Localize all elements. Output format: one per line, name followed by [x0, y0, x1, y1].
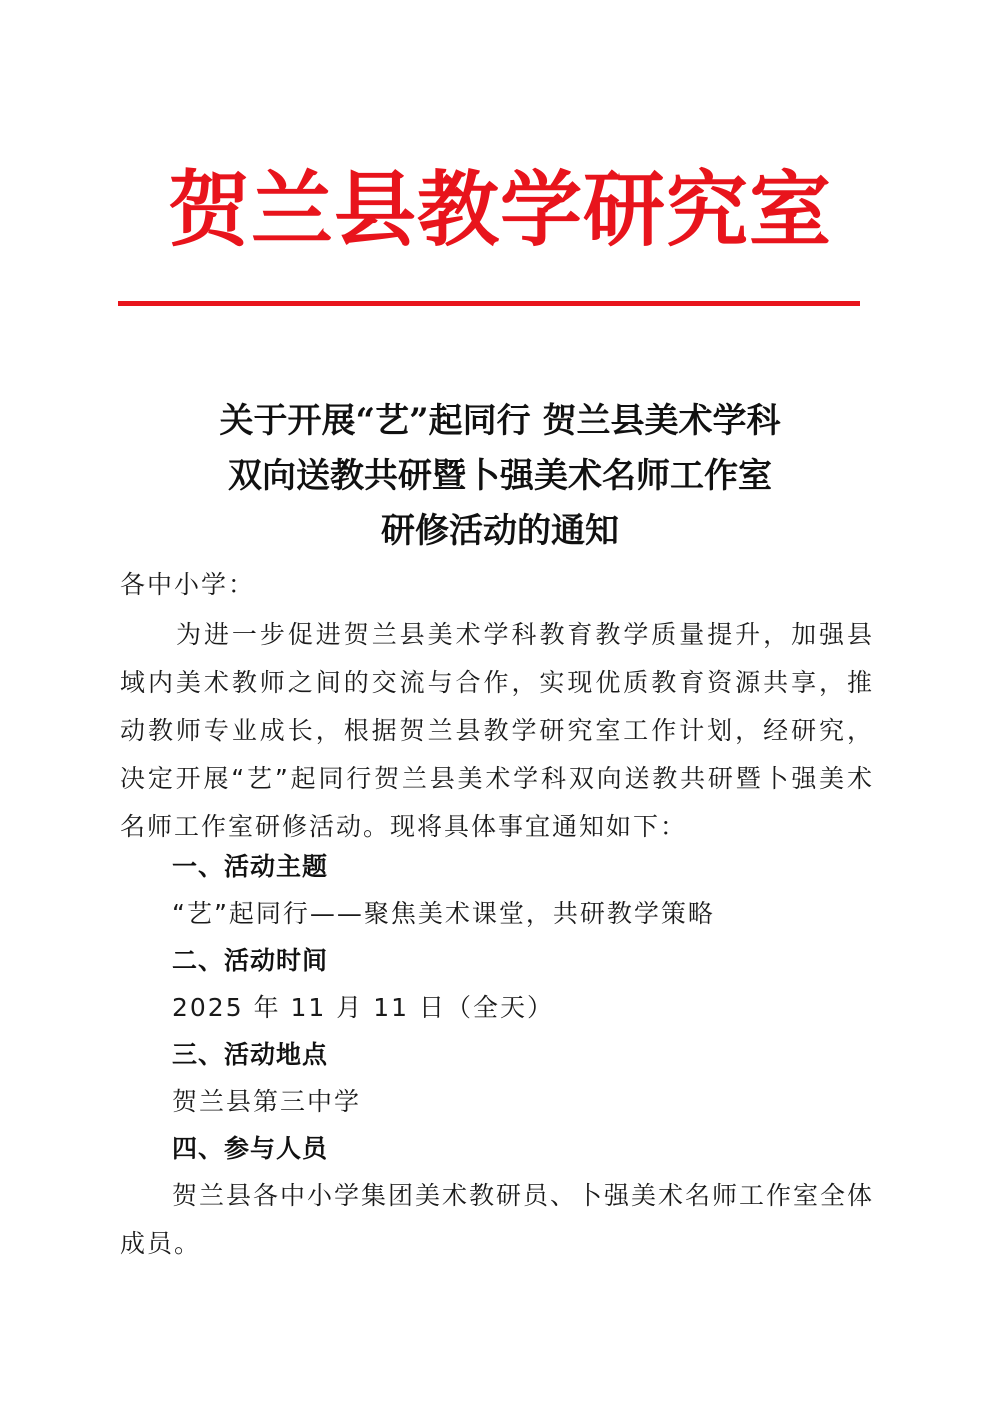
masthead-title: 贺兰县教学研究室	[167, 162, 832, 258]
notice-title	[0, 394, 1000, 559]
intro-paragraph: 为进一步促进贺兰县美术学科教育教学质量提升，加强县域内美术教师之间的交流与合作，实现优质教育资源共享，推动教师专业成长，根据贺兰县教学研究室工作计划，经研究，决定开展“艺”起同行贺兰县美术学科双向送教共研暨卜强美术名师工作室研修活动。现将具体事宜通知如下：	[120, 620, 874, 841]
section-time	[172, 938, 872, 1032]
notice-title-line-1: 关于开展“艺”起同行 贺兰县美术学科	[219, 401, 781, 441]
masthead-red-divider	[118, 301, 860, 306]
section-heading: 二、活动时间	[172, 946, 329, 975]
section-content: “艺”起同行——聚焦美术课堂，共研教学策略	[172, 899, 715, 928]
section-participants	[172, 1126, 872, 1172]
section-location	[172, 1032, 872, 1126]
section-content: 2025 年 11 月 11 日（全天）	[172, 993, 554, 1022]
salutation: 各中小学：	[120, 570, 256, 599]
notice-title-line-3: 研修活动的通知	[381, 511, 619, 551]
section-heading: 一、活动主题	[172, 852, 329, 881]
section-heading: 三、活动地点	[172, 1040, 329, 1069]
notice-title-line-2: 双向送教共研暨卜强美术名师工作室	[228, 456, 772, 496]
section-theme	[172, 844, 872, 938]
participants-paragraph: 贺兰县各中小学集团美术教研员、卜强美术名师工作室全体成员。	[120, 1181, 875, 1258]
section-heading: 四、参与人员	[172, 1134, 329, 1163]
section-content: 贺兰县第三中学	[172, 1087, 362, 1116]
